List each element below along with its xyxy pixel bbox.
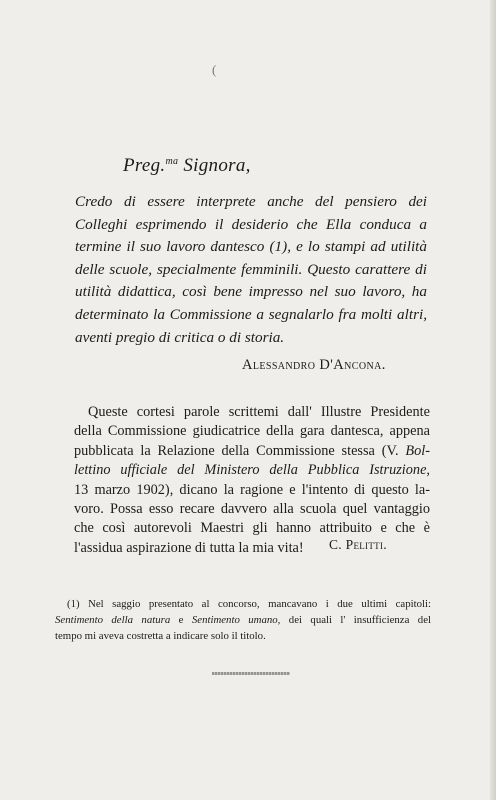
paragraph-line <box>74 461 430 480</box>
paragraph-line: della Commissione giudicatrice della gara dantesca, appena <box>74 423 430 440</box>
footnote-line: (1) Nel saggio presentato al concorso, mancavano i due ultimi capitoli: <box>67 598 431 610</box>
paragraph-segment: pubblicata la Relazione della Commissione stessa (V. <box>74 442 399 459</box>
paragraph-line: voro. Possa esso recare davvero alla scuola quel vantaggio <box>74 501 430 518</box>
paragraph-italic-segment: Bol- <box>405 442 430 459</box>
signature-pelitti: C. Pelitti. <box>329 537 387 552</box>
paragraph-line: 13 marzo 1902), dicano la ragione e l'intento di questo la- <box>74 481 430 498</box>
paragraph-line: che così autorevoli Maestri gli hanno attribuito e che è <box>74 520 430 537</box>
footnote-segment: e <box>170 614 192 627</box>
letter-line: delle scuole, specialmente femminili. Questo carattere di <box>75 260 427 278</box>
top-ink-mark: ( <box>212 62 217 77</box>
footnote-segment: dei quali l' insufficienza del <box>280 614 431 627</box>
letter-line: Credo di essere interprete anche del pensiero dei <box>75 193 427 210</box>
salutation-main: Preg. <box>123 155 166 176</box>
letter-line: Colleghi esprimendo il desiderio che Ella conduca a <box>75 215 427 233</box>
letter-line: aventi pregio di critica o di storia. <box>75 328 285 346</box>
salutation-rest: Signora, <box>178 155 251 176</box>
footnote-line <box>55 612 431 628</box>
author-paragraph <box>74 403 430 558</box>
footnote <box>55 596 431 645</box>
paragraph-line: Queste cortesi parole scrittemi dall' Illustre Presidente <box>88 404 430 420</box>
page-edge-shadow <box>490 0 496 800</box>
paragraph-line: l'assidua aspirazione di tutta la mia vita! <box>74 539 304 556</box>
footnote-italic-segment: Sentimento umano, <box>191 614 281 627</box>
paragraph-italic-segment: lettino ufficiale del Ministero della Pubblica Istruzione, <box>74 462 430 479</box>
letter-line: determinato la Commissione a segnalarlo fra molti altri, <box>75 305 427 323</box>
printer-ornament-rule <box>212 672 290 675</box>
footnote-line: tempo mi aveva costretta a indicare solo il titolo. <box>55 630 266 643</box>
footnote-italic-segment: Sentimento della natura <box>55 614 171 627</box>
salutation-superscript: ma <box>165 156 179 167</box>
signature-dancona: Alessandro D'Ancona. <box>242 357 386 373</box>
salutation <box>123 155 251 177</box>
paragraph-line <box>74 442 430 461</box>
letter-line: termine il suo lavoro dantesco (1), e lo stampi ad utilità <box>75 238 427 256</box>
letter-body <box>75 191 427 349</box>
letter-line: utilità didattica, così bene impresso nel suo lavoro, ha <box>75 283 427 301</box>
